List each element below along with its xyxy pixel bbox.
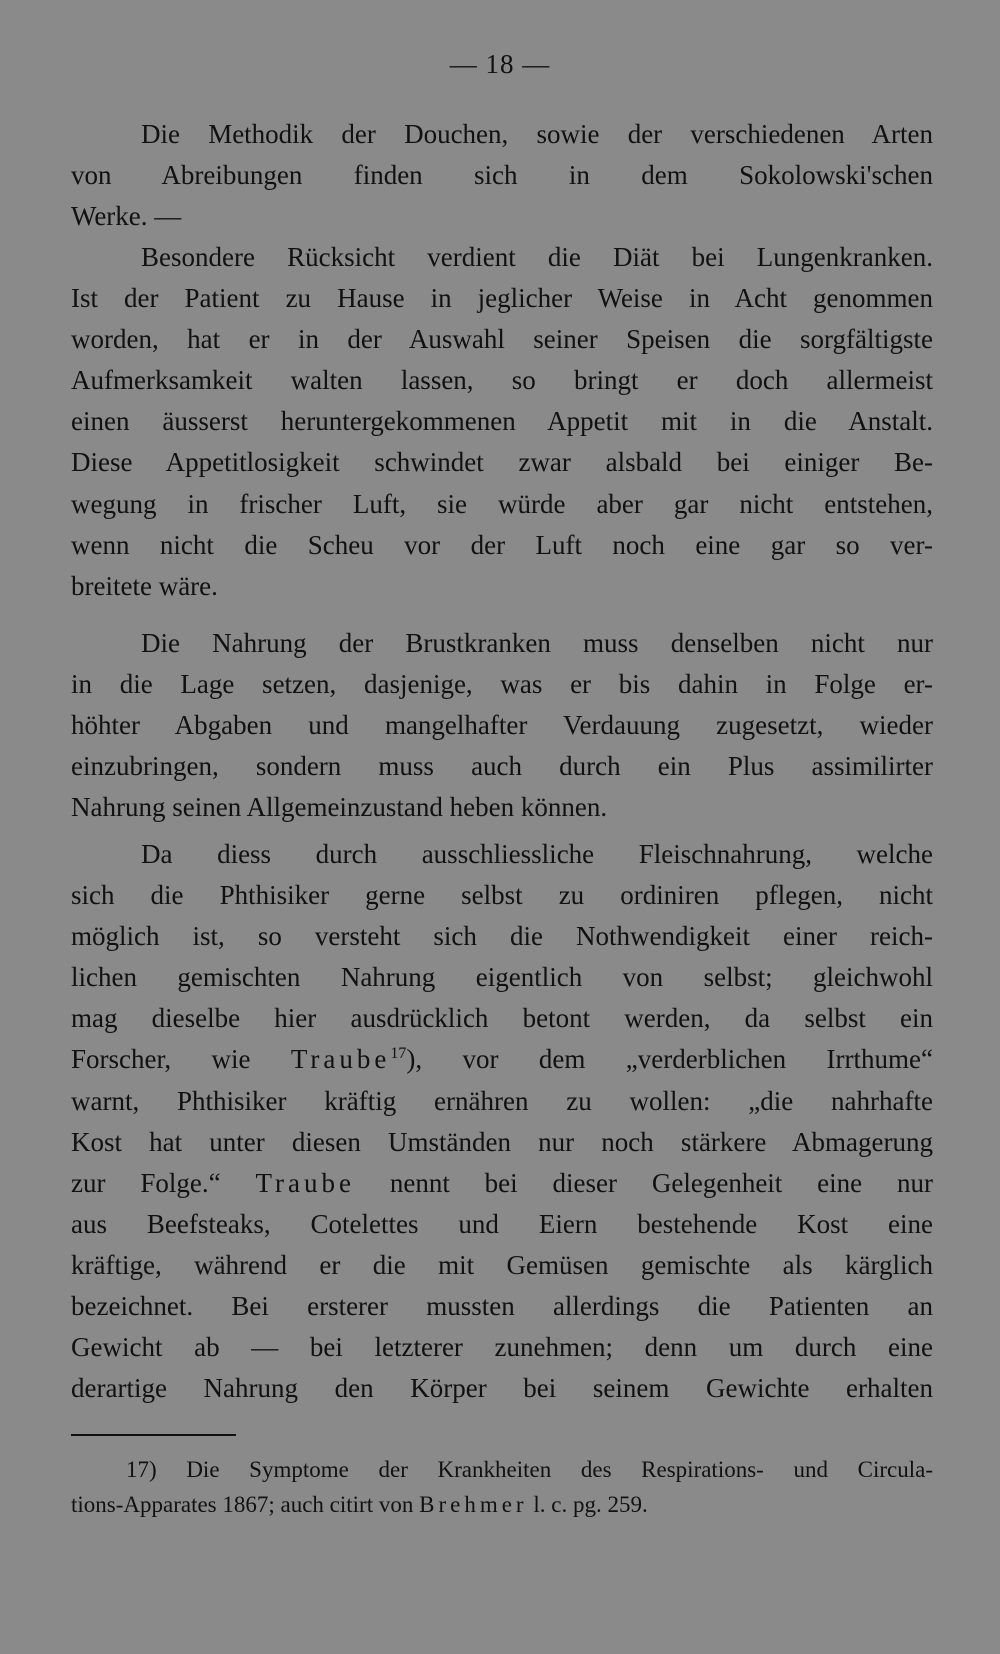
paragraph-3 <box>71 623 933 828</box>
paragraph-2 <box>71 237 933 607</box>
text-line: Werke. — <box>71 201 182 232</box>
text-line: Kost hat unter diesen Umständen nur noch stärkere Abmagerung <box>71 1126 933 1157</box>
text-line: derartige Nahrung den Körper bei seinem Gewichte erhalten <box>71 1373 933 1404</box>
line-segment: zur Folge.“ <box>71 1167 256 1198</box>
text-line: bezeichnet. Bei ersterer mussten allerdings die Patienten an <box>71 1291 933 1322</box>
text-line: wegung in frischer Luft, sie würde aber gar nicht entstehen, <box>71 488 933 519</box>
text-line-traube-2 <box>71 1163 933 1204</box>
footnote <box>71 1452 933 1522</box>
text-line: warnt, Phthisiker kräftig ernähren zu wollen: „die nahrhafte <box>71 1085 933 1116</box>
text-line: sich die Phthisiker gerne selbst zu ordiniren pflegen, nicht <box>71 880 933 911</box>
text-line: möglich ist, so versteht sich die Nothwendigkeit einer reich- <box>71 921 933 952</box>
text-line: mag dieselbe hier ausdrücklich betont werden, da selbst ein <box>71 1003 933 1034</box>
line-segment: tions-Apparates 1867; auch citirt von <box>71 1492 420 1517</box>
text-line: einen äusserst heruntergekommenen Appetit mit in die Anstalt. <box>71 406 933 437</box>
line-segment: nennt bei dieser Gelegenheit eine nur <box>354 1167 933 1198</box>
text-line: Besondere Rücksicht verdient die Diät bei Lungenkranken. <box>141 242 933 272</box>
footnote-marker: 17 <box>390 1045 407 1063</box>
paragraph-1 <box>71 114 933 237</box>
paragraph-4 <box>71 834 933 1409</box>
text-line: breitete wäre. <box>71 570 218 601</box>
footnote-rule <box>71 1434 236 1436</box>
text-line: kräftige, während er die mit Gemüsen gemischte als kärglich <box>71 1249 933 1280</box>
text-line-traube <box>71 1039 933 1080</box>
text-line: Gewicht ab — bei letzterer zunehmen; denn um durch eine <box>71 1332 933 1363</box>
text-line: worden, hat er in der Auswahl seiner Speisen die sorgfältigste <box>71 324 933 355</box>
footnote-line: 17) Die Symptome der Krankheiten des Respirations- und Circula- <box>126 1457 933 1482</box>
line-segment: l. c. pg. 259. <box>527 1492 648 1517</box>
text-line: Aufmerksamkeit walten lassen, so bringt er doch allermeist <box>71 365 933 396</box>
text-line: höhter Abgaben und mangelhafter Verdauung zugesetzt, wieder <box>71 710 933 741</box>
line-segment: Forscher, wie <box>71 1044 291 1075</box>
author-name-traube: Traube <box>255 1167 355 1198</box>
text-line: lichen gemischten Nahrung eigentlich von selbst; gleichwohl <box>71 962 933 993</box>
footnote-line-2 <box>71 1487 933 1522</box>
text-line: in die Lage setzen, dasjenige, was er bis dahin in Folge er- <box>71 669 933 700</box>
text-line: wenn nicht die Scheu vor der Luft noch eine gar so ver- <box>71 529 933 560</box>
author-name-brehmer: Brehmer <box>419 1492 528 1517</box>
text-line: Nahrung seinen Allgemeinzustand heben können. <box>71 792 608 823</box>
line-segment: ), vor dem „verderblichen Irrthume“ <box>406 1044 933 1075</box>
text-line: Da diess durch ausschliessliche Fleischnahrung, welche <box>141 839 933 869</box>
text-line: einzubringen, sondern muss auch durch ein Plus assimilirter <box>71 751 933 782</box>
text-line: Ist der Patient zu Hause in jeglicher Weise in Acht genommen <box>71 283 933 314</box>
text-line: aus Beefsteaks, Cotelettes und Eiern bestehende Kost eine <box>71 1208 933 1239</box>
text-line: Diese Appetitlosigkeit schwindet zwar alsbald bei einiger Be- <box>71 447 933 478</box>
page-number: — 18 — <box>449 49 551 79</box>
text-line: Die Methodik der Douchen, sowie der verschiedenen Arten <box>141 119 933 149</box>
author-name-traube: Traube <box>290 1044 391 1075</box>
text-line: Die Nahrung der Brustkranken muss denselben nicht nur <box>141 628 933 658</box>
text-line: von Abreibungen finden sich in dem Sokolowski'schen <box>71 160 933 191</box>
